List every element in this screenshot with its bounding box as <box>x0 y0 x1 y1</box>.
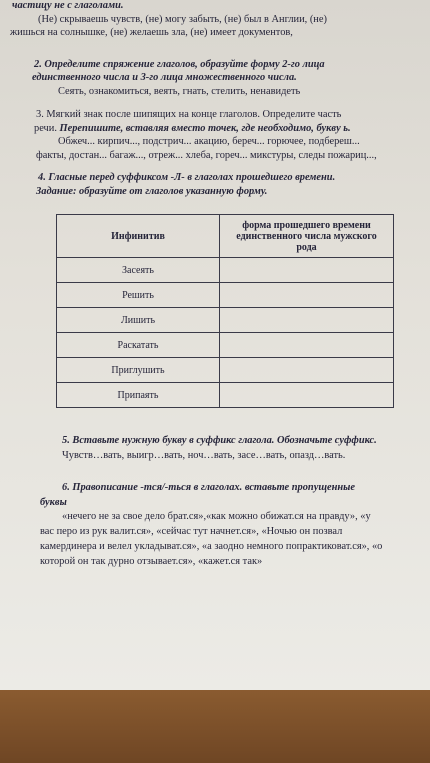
infinitive-cell: Приглушить <box>57 358 220 383</box>
task1-line1: (Не) скрываешь чувств, (не) могу забыть, (не) был в Англии, (не) <box>38 14 327 25</box>
task1-line2: жишься на солнышке, (не) желаешь зла, (не) имеет документов, <box>10 27 293 38</box>
task3-rechi: речи. <box>34 123 57 134</box>
task3-heading-line2 <box>34 123 351 135</box>
desk-surface <box>0 690 430 763</box>
task6-heading-line1: 6. Правописание -тся/-ться в глаголах. вставьте пропущенные <box>62 482 355 493</box>
table-row <box>57 333 394 358</box>
task3-instruction: Перепишите, вставляя вместо точек, где необходимо, букву ь. <box>59 123 351 134</box>
task5-words: Чувств…вать, выигр…вать, ноч…вать, засе…вать, опазд…вать. <box>62 450 346 461</box>
table-row <box>57 358 394 383</box>
answer-cell <box>220 383 394 408</box>
table-row <box>57 258 394 283</box>
task2-heading-line1: 2. Определите спряжение глаголов, образуйте форму 2-го лица <box>34 59 325 70</box>
answer-cell <box>220 358 394 383</box>
infinitive-cell: Лишить <box>57 308 220 333</box>
task2-heading-line2: единственного числа и 3-го лица множественного числа. <box>32 72 297 83</box>
infinitive-cell: Припаять <box>57 383 220 408</box>
task6-text-line2: вас перо из рук валит.ся», «сейчас тут начнет.ся», «Ночью он позвал <box>40 526 343 537</box>
task5-heading: 5. Вставьте нужную букву в суффикс глагола. Обозначьте суффикс. <box>62 435 377 446</box>
task2-words: Сеять, ознакомиться, веять, гнать, стелить, ненавидеть <box>58 86 301 97</box>
header-infinitive: Инфинитив <box>57 215 220 258</box>
task3-words-line2: факты, достан... багаж..., отреж... хлеба, гореч... микстуры, следы пожариц..., <box>36 150 377 161</box>
table-row <box>57 383 394 408</box>
answer-cell <box>220 258 394 283</box>
task4-heading-line1: 4. Гласные перед суффиксом -Л- в глаголах прошедшего времени. <box>38 172 336 183</box>
task6-text-line1: «нечего не за свое дело брат.ся»,«как можно обижат.ся на правду», «у <box>62 511 371 522</box>
infinitive-cell: Решить <box>57 283 220 308</box>
infinitive-cell: Засеять <box>57 258 220 283</box>
answer-cell <box>220 283 394 308</box>
task6-text-line3: камердинера и велел укладыват.ся», «а заодно немного попрактиковат.ся», «о <box>40 541 383 552</box>
task3-words-line1: Обжеч... кирпич..., подстрич... акацию, береч... горючее, подбереш... <box>58 136 360 147</box>
table-header-row <box>57 215 394 258</box>
intro-line: частицу не с глаголами. <box>12 0 124 11</box>
infinitive-cell: Раскатать <box>57 333 220 358</box>
task3-heading-line1: 3. Мягкий знак после шипящих на конце глаголов. Определите часть <box>36 109 342 120</box>
table-row <box>57 308 394 333</box>
header-past-form: форма прошедшего времени единственного числа мужского рода <box>220 215 394 258</box>
verb-forms-table <box>56 214 394 408</box>
task4-heading-line2: Задание: образуйте от глаголов указанную форму. <box>36 186 268 197</box>
answer-cell <box>220 333 394 358</box>
task6-text-line4: которой он так дурно отзывает.ся», «кажет.ся так» <box>40 556 263 567</box>
table-row <box>57 283 394 308</box>
task6-heading-line2: буквы <box>40 497 67 508</box>
answer-cell <box>220 308 394 333</box>
